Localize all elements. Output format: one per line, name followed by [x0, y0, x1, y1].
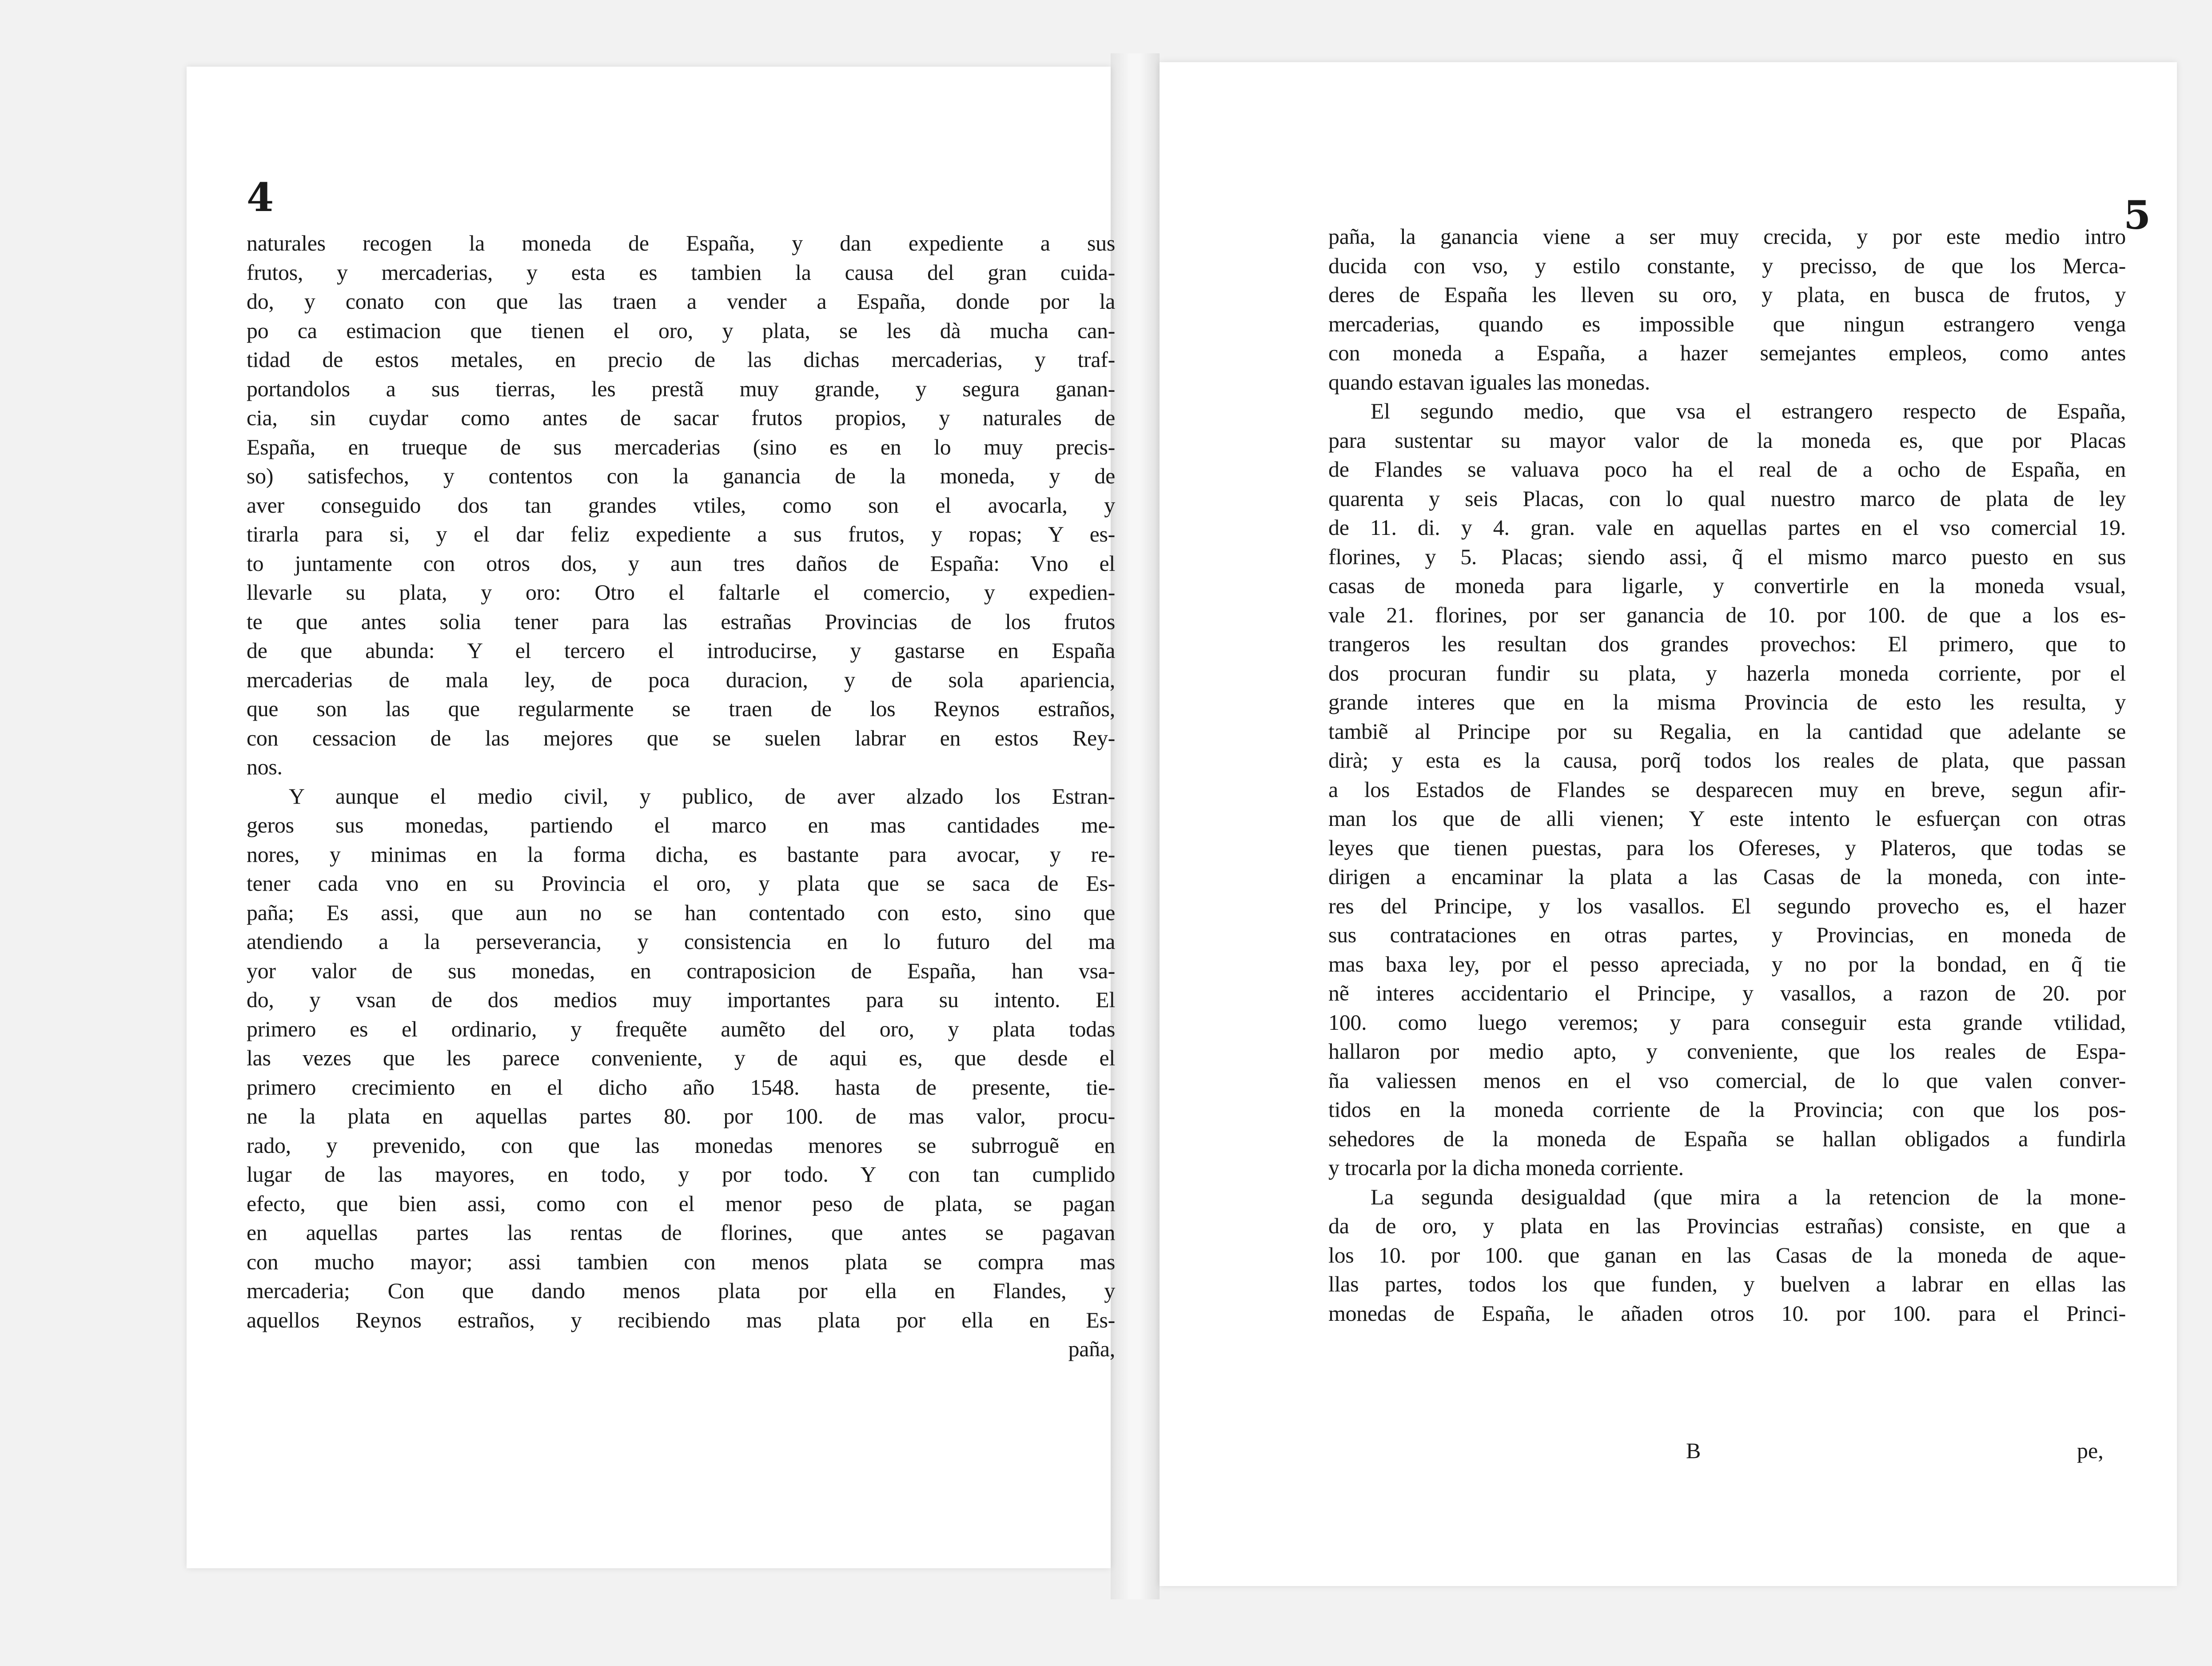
- text-line: mercaderias de mala ley, de poca duracion, y de sola apariencia,: [247, 667, 1115, 692]
- text-line: paña, la ganancia viene a ser muy crecida, y por este medio intro: [1328, 224, 2126, 249]
- text-line: de que abunda: Y el tercero el introducirse, y gastarse en España: [247, 638, 1115, 663]
- text-line: ducida con vso, y estilo constante, y precisso, de que los Merca-: [1328, 253, 2126, 278]
- text-line: grande interes que en la misma Provincia de esto les resulta, y: [1328, 690, 2126, 714]
- text-line: tidos en la moneda corriente de la Provincia; con que los pos-: [1328, 1097, 2126, 1122]
- text-line: man los que de alli vienen; Y este intento le esfuerçan con otras: [1328, 806, 2126, 831]
- text-line: te que antes solia tener para las estrañas Provincias de los frutos: [247, 609, 1115, 634]
- text-line: atendiendo a la perseverancia, y consistencia en lo futuro del ma: [247, 929, 1115, 954]
- text-line: dirà; y esta es la causa, porq̃ todos los reales de plata, que passan: [1328, 748, 2126, 773]
- text-line: po ca estimacion que tienen el oro, y plata, se les dà mucha can-: [247, 318, 1115, 343]
- text-line: y trocarla por la dicha moneda corriente.: [1328, 1155, 1684, 1180]
- text-line: trangeros les resultan dos grandes provechos: El primero, que to: [1328, 631, 2126, 656]
- text-line: ne la plata en aquellas partes 80. por 100. de mas valor, procu-: [247, 1104, 1115, 1128]
- text-line: las vezes que les parece conveniente, y de aqui es, que desde el: [247, 1045, 1115, 1070]
- text-line: en aquellas partes las rentas de florines, que antes se pagavan: [247, 1220, 1115, 1245]
- text-line: quando estavan iguales las monedas.: [1328, 369, 1650, 395]
- text-line: llevarle su plata, y oro: Otro el faltarle el comercio, y expedien-: [247, 580, 1115, 605]
- text-line: vale 21. florines, por ser ganancia de 10. por 100. de que a los es-: [1328, 602, 2126, 627]
- text-line: llas partes, todos los que funden, y buelven a labrar en ellas las: [1328, 1271, 2126, 1296]
- text-line: sehedores de la moneda de España se hallan obligados a fundirla: [1328, 1126, 2126, 1151]
- text-line: primero es el ordinario, y frequẽte aumẽto del oro, y plata todas: [247, 1016, 1115, 1041]
- text-line: florines, y 5. Placas; siendo assi, q̃ el mismo marco puesto en sus: [1328, 544, 2126, 569]
- text-line: aver conseguido dos tan grandes vtiles, como son el avocarla, y: [247, 492, 1115, 518]
- text-line: de 11. di. y 4. gran. vale en aquellas partes en el vso comercial 19.: [1328, 515, 2126, 540]
- text-line: con moneda a España, a hazer semejantes empleos, como antes: [1328, 340, 2126, 365]
- text-line: mercaderia; Con que dando menos plata por ella en Flandes, y: [247, 1278, 1115, 1303]
- text-line: res del Principe, y los vasallos. El segundo provecho es, el hazer: [1328, 893, 2126, 918]
- text-line: portandolos a sus tierras, les prestã muy grande, y segura ganan-: [247, 376, 1115, 401]
- text-line: mas baxa ley, por el pesso apreciada, y no por la bondad, en q̃ tie: [1328, 951, 2126, 976]
- text-line: tirarla para si, y el dar feliz expediente a sus frutos, y ropas; Y es-: [247, 522, 1115, 546]
- text-line: El segundo medio, que vsa el estrangero respecto de España,: [1371, 399, 2126, 423]
- text-line: ña valiessen menos en el vso comercial, de lo que valen conver-: [1328, 1068, 2126, 1093]
- text-line: los 10. por 100. que ganan en las Casas de la moneda de aque-: [1328, 1242, 2126, 1267]
- text-line: tambiẽ al Principe por su Regalia, en la cantidad que adelante se: [1328, 718, 2126, 744]
- text-line: do, y conato con que las traen a vender a España, donde por la: [247, 289, 1115, 314]
- body-text: [247, 229, 1115, 1364]
- text-line: que son las que regularmente se traen de los Reynos estraños,: [247, 696, 1115, 721]
- text-line: La segunda desigualdad (que mira a la retencion de la mone-: [1371, 1184, 2126, 1209]
- text-line: aquellos Reynos estraños, y recibiendo mas plata por ella en Es-: [247, 1307, 1115, 1332]
- text-line: con mucho mayor; assi tambien con menos plata se compra mas: [247, 1249, 1115, 1274]
- text-line: efecto, que bien assi, como con el menor peso de plata, se pagan: [247, 1191, 1115, 1216]
- text-line: quarenta y seis Placas, con lo qual nuestro marco de plata de ley: [1328, 486, 2126, 511]
- text-line: to juntamente con otros dos, y aun tres daños de España: Vno el: [247, 550, 1115, 576]
- text-line: con cessacion de las mejores que se suelen labrar en estos Rey-: [247, 725, 1115, 750]
- text-line: do, y vsan de dos medios muy importantes para su intento. El: [247, 987, 1115, 1012]
- text-line: mercaderias, quando es impossible que ningun estrangero venga: [1328, 311, 2126, 336]
- text-line: casas de moneda para ligarle, y convertirle en la moneda vsual,: [1328, 573, 2126, 598]
- text-line: yor valor de sus monedas, en contraposicion de España, han vsa-: [247, 958, 1115, 983]
- page-number: 5: [2124, 192, 2151, 238]
- text-line: España, en trueque de sus mercaderias (sino es en lo muy precis-: [247, 434, 1115, 459]
- text-line: cia, sin cuydar como antes de sacar frutos propios, y naturales de: [247, 405, 1115, 430]
- text-line: hallaron por medio apto, y conveniente, que los reales de Espa-: [1328, 1039, 2126, 1064]
- text-line: nẽ interes accidentario el Principe, y vasallos, a razon de 20. por: [1328, 980, 2126, 1005]
- text-line: naturales recogen la moneda de España, y dan expediente a sus: [247, 231, 1115, 255]
- book-gutter: [1111, 53, 1160, 1599]
- text-line: geros sus monedas, partiendo el marco en mas cantidades me-: [247, 813, 1115, 837]
- text-line: tener cada vno en su Provincia el oro, y plata que se saca de Es-: [247, 871, 1115, 896]
- text-line: tidad de estos metales, en precio de las dichas mercaderias, y traf-: [247, 347, 1115, 372]
- text-line: nos.: [247, 754, 283, 779]
- text-line: deres de España les lleven su oro, y plata, en busca de frutos, y: [1328, 282, 2126, 307]
- text-line: paña,: [1068, 1336, 1115, 1361]
- text-line: de Flandes se valuava poco ha el real de a ocho de España, en: [1328, 457, 2126, 482]
- text-line: monedas de España, le añaden otros 10. por 100. para el Princi-: [1328, 1300, 2126, 1326]
- text-line: leyes que tienen puestas, para los Ofereses, y Plateros, que todas se: [1328, 835, 2126, 860]
- text-line: frutos, y mercaderias, y esta es tambien la causa del gran cuida-: [247, 259, 1115, 285]
- text-line: dos procuran fundir su plata, y hazerla moneda corriente, por el: [1328, 660, 2126, 686]
- signature-mark: B: [1686, 1438, 1701, 1463]
- text-line: rado, y prevenido, con que las monedas menores se subrroguẽ en: [247, 1132, 1115, 1158]
- text-line: a los Estados de Flandes se desparecen muy en breve, segun afir-: [1328, 777, 2126, 802]
- right-page: [1160, 62, 2177, 1586]
- text-line: paña; Es assi, que aun no se han contentado con esto, sino que: [247, 900, 1115, 925]
- left-page: [187, 67, 1115, 1568]
- text-line: primero crecimiento en el dicho año 1548. hasta de presente, tie-: [247, 1074, 1115, 1100]
- text-line: sus contrataciones en otras partes, y Provincias, en moneda de: [1328, 922, 2126, 947]
- text-line: dirigen a encaminar la plata a las Casas de la moneda, con inte-: [1328, 864, 2126, 889]
- text-line: nores, y minimas en la forma dicha, es bastante para avocar, y re-: [247, 841, 1115, 867]
- text-line: da de oro, y plata en las Provincias estrañas) consiste, en que a: [1328, 1213, 2126, 1238]
- text-line: lugar de las mayores, en todo, y por todo. Y con tan cumplido: [247, 1162, 1115, 1187]
- text-line: Y aunque el medio civil, y publico, de aver alzado los Estran-: [289, 783, 1115, 809]
- catchword: pe,: [2077, 1438, 2104, 1463]
- page-number: 4: [247, 174, 274, 220]
- text-line: 100. como luego veremos; y para conseguir esta grande vtilidad,: [1328, 1009, 2126, 1035]
- text-line: so) satisfechos, y contentos con la ganancia de la moneda, y de: [247, 463, 1115, 488]
- body-text: [1328, 222, 2126, 1328]
- text-line: para sustentar su mayor valor de la moneda es, que por Placas: [1328, 427, 2126, 453]
